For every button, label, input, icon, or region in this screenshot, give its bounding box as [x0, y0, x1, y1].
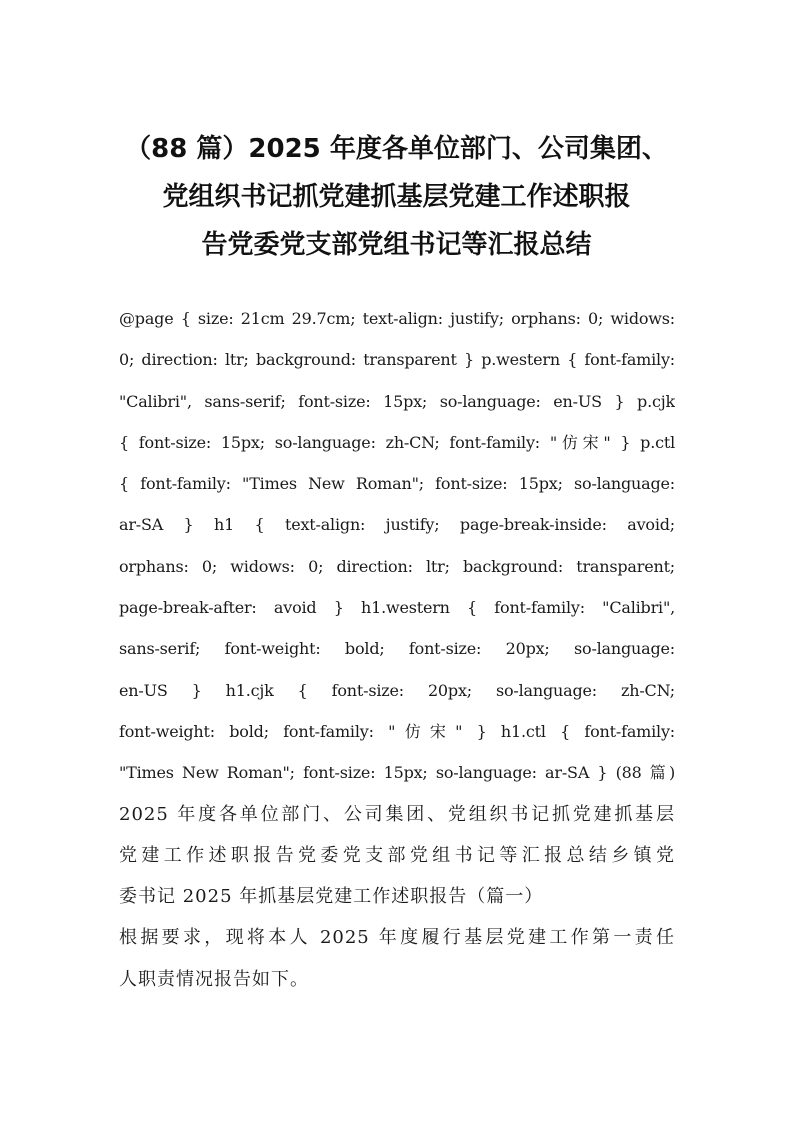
body-line: "Times New Roman"; font-size: 15px; so-language: ar-SA } (88 篇): [119, 763, 675, 783]
body-line: 根据要求，现将本人 2025 年度履行基层党建工作第一责任: [119, 927, 675, 949]
body-line: orphans: 0; widows: 0; direction: ltr; background: transparent;: [119, 556, 675, 576]
body-line: font-weight: bold; font-family: "仿宋" } h1.ctl { font-family:: [119, 721, 675, 741]
title-line-3: 告党委党支部党组书记等汇报总结: [201, 230, 592, 260]
document-body: [119, 298, 675, 1000]
body-line: 0; direction: ltr; background: transparent } p.western { font-family:: [119, 350, 675, 370]
body-line: sans-serif; font-weight: bold; font-size: 20px; so-language:: [119, 639, 675, 659]
body-line: page-break-after: avoid } h1.western { font-family: "Calibri",: [119, 598, 675, 618]
body-line: en-US } h1.cjk { font-size: 20px; so-language: zh-CN;: [119, 680, 675, 700]
body-line: 党建工作述职报告党委党支部党组书记等汇报总结乡镇党: [119, 844, 675, 866]
body-line: { font-family: "Times New Roman"; font-size: 15px; so-language:: [119, 474, 675, 494]
body-line: 2025 年度各单位部门、公司集团、党组织书记抓党建抓基层: [119, 803, 675, 825]
body-line: ar-SA } h1 { text-align: justify; page-break-inside: avoid;: [119, 515, 675, 535]
body-line: 人职责情况报告如下。: [119, 968, 309, 990]
body-line: @page { size: 21cm 29.7cm; text-align: justify; orphans: 0; widows:: [119, 309, 675, 328]
body-line: "Calibri", sans-serif; font-size: 15px; so-language: en-US } p.cjk: [119, 391, 675, 411]
title-line-1: （88 篇）2025 年度各单位部门、公司集团、: [125, 134, 668, 164]
body-line: 委书记 2025 年抓基层党建工作述职报告（篇一）: [119, 886, 544, 908]
title-line-2: 党组织书记抓党建抓基层党建工作述职报: [162, 182, 631, 212]
body-line: { font-size: 15px; so-language: zh-CN; font-family: "仿宋" } p.ctl: [119, 432, 675, 452]
document-title: [110, 125, 683, 269]
